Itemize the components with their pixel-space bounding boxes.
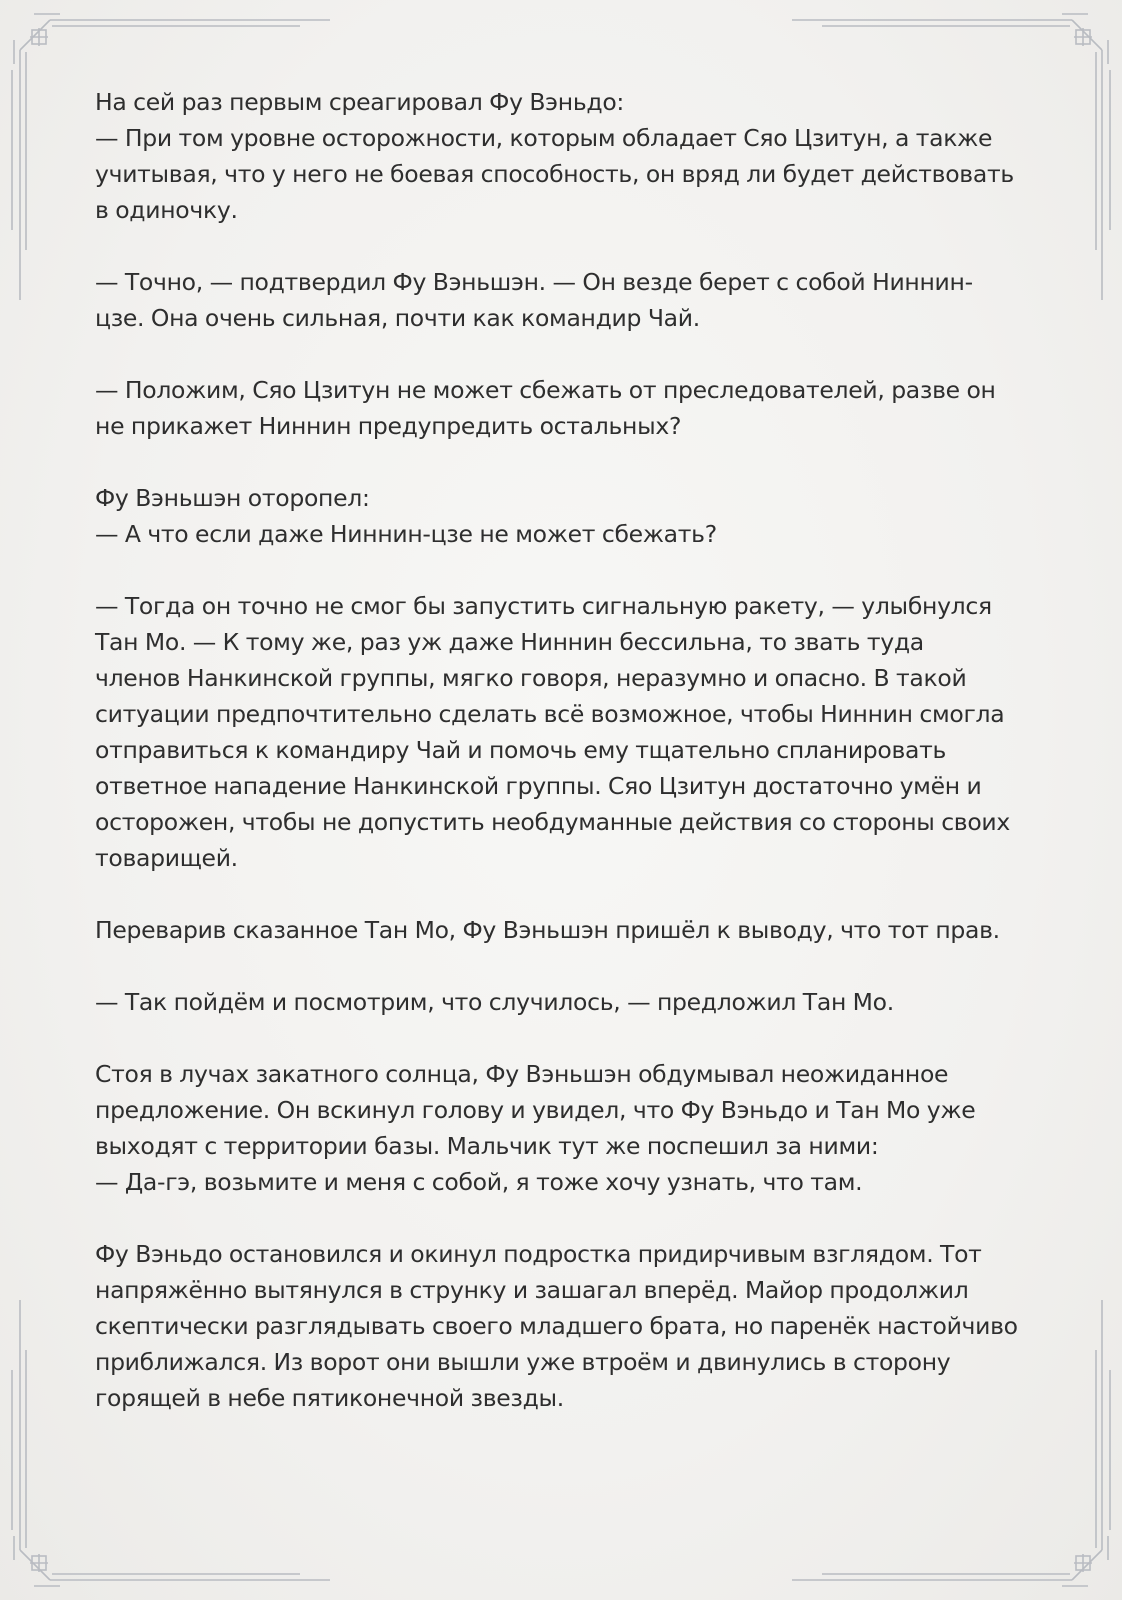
text-line: не прикажет Ниннин предупредить остальных? (95, 412, 682, 440)
text-line: отправиться к командиру Чай и помочь ему тщательно спланировать (95, 736, 947, 764)
text-line: — Да-гэ, возьмите и меня с собой, я тоже хочу узнать, что там. (95, 1168, 863, 1196)
text-line: приближался. Из ворот они вышли уже втроём и двинулись в сторону (95, 1348, 951, 1376)
text-line: членов Нанкинской группы, мягко говоря, неразумно и опасно. В такой (95, 664, 967, 692)
story-text (95, 84, 1035, 1452)
text-line: — А что если даже Ниннин-цзе не может сбежать? (95, 520, 717, 548)
text-line: ситуации предпочтительно сделать всё возможное, чтобы Ниннин смогла (95, 700, 1005, 728)
text-line: — Точно, — подтвердил Фу Вэньшэн. — Он везде берет с собой Ниннин- (95, 268, 973, 296)
paragraph-3 (95, 372, 1035, 444)
text-line: — Так пойдём и посмотрим, что случилось, — предложил Тан Мо. (95, 988, 894, 1016)
text-line: — Положим, Сяо Цзитун не может сбежать от преследователей, разве он (95, 376, 996, 404)
text-line: предложение. Он вскинул голову и увидел, что Фу Вэньдо и Тан Мо уже (95, 1096, 976, 1124)
paragraph-4 (95, 480, 1035, 552)
text-line: ответное нападение Нанкинской группы. Сяо Цзитун достаточно умён и (95, 772, 982, 800)
text-line: товарищей. (95, 844, 238, 872)
paragraph-1 (95, 84, 1035, 228)
paragraph-7 (95, 984, 1035, 1020)
text-line: Тан Мо. — К тому же, раз уж даже Ниннин бессильна, то звать туда (95, 628, 924, 656)
text-line: в одиночку. (95, 196, 238, 224)
text-line: осторожен, чтобы не допустить необдуманные действия со стороны своих (95, 808, 1011, 836)
text-line: учитывая, что у него не боевая способность, он вряд ли будет действовать (95, 160, 1014, 188)
text-line: скептически разглядывать своего младшего брата, но паренёк настойчиво (95, 1312, 1018, 1340)
text-line: горящей в небе пятиконечной звезды. (95, 1384, 564, 1412)
text-line: Фу Вэньшэн оторопел: (95, 484, 370, 512)
text-line: напряжённо вытянулся в струнку и зашагал вперёд. Майор продолжил (95, 1276, 969, 1304)
paragraph-5 (95, 588, 1035, 876)
text-line: На сей раз первым среагировал Фу Вэньдо: (95, 88, 625, 116)
paragraph-2 (95, 264, 1035, 336)
text-line: — При том уровне осторожности, которым обладает Сяо Цзитун, а также (95, 124, 993, 152)
text-line: Стоя в лучах закатного солнца, Фу Вэньшэн обдумывал неожиданное (95, 1060, 949, 1088)
text-line: цзе. Она очень сильная, почти как командир Чай. (95, 304, 700, 332)
paragraph-9 (95, 1236, 1035, 1416)
text-line: Фу Вэньдо остановился и окинул подростка придирчивым взглядом. Тот (95, 1240, 982, 1268)
text-line: — Тогда он точно не смог бы запустить сигнальную ракету, — улыбнулся (95, 592, 992, 620)
paragraph-6 (95, 912, 1035, 948)
text-line: Переварив сказанное Тан Мо, Фу Вэньшэн пришёл к выводу, что тот прав. (95, 916, 1000, 944)
text-line: выходят с территории базы. Мальчик тут же поспешил за ними: (95, 1132, 879, 1160)
paragraph-8 (95, 1056, 1035, 1200)
